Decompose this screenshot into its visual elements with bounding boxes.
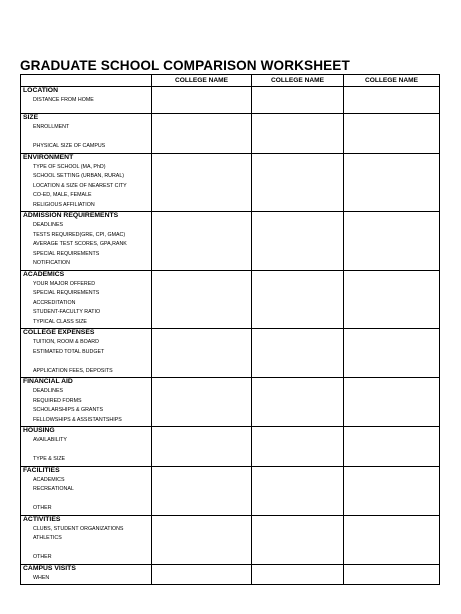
section-item: AVAILABILITY (33, 437, 67, 443)
section-label-cell (21, 212, 152, 271)
section-item (21, 446, 151, 456)
section-item: ENROLLMENT (33, 124, 70, 130)
college-3-entry-cell[interactable] (344, 466, 440, 515)
section-label-cell (21, 270, 152, 329)
section-heading: CAMPUS VISITS (23, 564, 76, 572)
college-1-entry-cell[interactable] (152, 427, 252, 467)
header-blank-cell (21, 75, 152, 87)
section-item: SPECIAL REQUIREMENTS (33, 290, 100, 296)
section-item (21, 357, 151, 367)
section-item: STUDENT-FACULTY RATIO (33, 309, 101, 315)
section-label-cell (21, 564, 152, 585)
section-item: ACCREDITATION (33, 299, 76, 306)
section-row (21, 564, 440, 585)
section-item: ESTIMATED TOTAL BUDGET (33, 348, 105, 355)
college-3-entry-cell[interactable] (344, 153, 440, 212)
section-label-cell (21, 329, 152, 378)
college-1-entry-cell[interactable] (152, 329, 252, 378)
section-item: DEADLINES (33, 388, 64, 394)
section-item: CO-ED, MALE, FEMALE (33, 192, 92, 198)
section-item: LOCATION & SIZE OF NEAREST CITY (33, 182, 127, 189)
section-item: TYPICAL CLASS SIZE (33, 318, 87, 325)
section-label-cell (21, 87, 152, 114)
section-row (21, 427, 440, 467)
college-3-entry-cell[interactable] (344, 212, 440, 271)
college-2-entry-cell[interactable] (252, 466, 344, 515)
section-label-cell (21, 378, 152, 427)
section-item: SPECIAL REQUIREMENTS (33, 250, 100, 257)
section-row (21, 329, 440, 378)
section-item: NOTIFICATION (33, 260, 70, 266)
section-item: AVERAGE TEST SCORES, GPA,RANK (33, 241, 127, 247)
college-2-entry-cell[interactable] (252, 564, 344, 585)
section-row (21, 87, 440, 114)
section-item: SCHOOL SETTING (URBAN, RURAL) (33, 173, 125, 179)
section-item: YOUR MAJOR OFFERED (33, 280, 96, 287)
college-1-entry-cell[interactable] (152, 270, 252, 329)
section-item: ATHLETICS (33, 535, 62, 541)
worksheet-body (21, 87, 440, 585)
section-item: RELIGIOUS AFFILIATION (33, 201, 95, 208)
college-3-entry-cell[interactable] (344, 427, 440, 467)
college-3-entry-cell[interactable] (344, 564, 440, 585)
section-heading: ACTIVITIES (23, 515, 61, 523)
college-2-entry-cell[interactable] (252, 427, 344, 467)
college-1-entry-cell[interactable] (152, 564, 252, 585)
section-item: OTHER (33, 554, 52, 560)
section-label-cell (21, 427, 152, 467)
college-3-entry-cell[interactable] (344, 114, 440, 154)
college-1-entry-cell[interactable] (152, 114, 252, 154)
college-name-header-3: COLLEGE NAME (344, 75, 440, 87)
college-1-entry-cell[interactable] (152, 515, 252, 564)
section-item: TESTS REQUIRED(GRE, CPI, GMAC) (33, 231, 126, 238)
college-3-entry-cell[interactable] (344, 378, 440, 427)
section-row (21, 153, 440, 212)
college-1-entry-cell[interactable] (152, 153, 252, 212)
section-row (21, 515, 440, 564)
page-title: GRADUATE SCHOOL COMPARISON WORKSHEET (20, 58, 350, 73)
college-2-entry-cell[interactable] (252, 212, 344, 271)
college-2-entry-cell[interactable] (252, 329, 344, 378)
section-row (21, 270, 440, 329)
section-item: PHYSICAL SIZE OF CAMPUS (33, 143, 106, 149)
college-2-entry-cell[interactable] (252, 515, 344, 564)
section-item: CLUBS, STUDENT ORGANIZATIONS (33, 525, 124, 532)
section-heading: SIZE (23, 114, 39, 121)
section-heading: LOCATION (23, 87, 58, 94)
header-row (21, 75, 440, 87)
college-1-entry-cell[interactable] (152, 212, 252, 271)
section-label-cell (21, 153, 152, 212)
section-heading: ADMISSION REQUIREMENTS (23, 212, 119, 219)
section-row (21, 212, 440, 271)
section-item: DISTANCE FROM HOME (33, 97, 94, 103)
college-2-entry-cell[interactable] (252, 87, 344, 114)
section-heading: ACADEMICS (23, 270, 65, 278)
section-item: RECREATIONAL (33, 486, 74, 492)
college-2-entry-cell[interactable] (252, 270, 344, 329)
college-3-entry-cell[interactable] (344, 329, 440, 378)
section-label-cell (21, 515, 152, 564)
section-item: REQUIRED FORMS (33, 397, 82, 404)
section-label-cell (21, 466, 152, 515)
college-1-entry-cell[interactable] (152, 87, 252, 114)
college-name-header-1: COLLEGE NAME (152, 75, 252, 87)
college-name-header-2: COLLEGE NAME (252, 75, 344, 87)
college-3-entry-cell[interactable] (344, 270, 440, 329)
college-1-entry-cell[interactable] (152, 466, 252, 515)
section-item: APPLICATION FEES, DEPOSITS (33, 367, 113, 374)
section-heading: HOUSING (23, 427, 55, 434)
section-item: TYPE OF SCHOOL (MA, PhD) (33, 163, 106, 170)
section-item: OTHER (33, 505, 52, 511)
college-2-entry-cell[interactable] (252, 114, 344, 154)
section-item: TYPE & SIZE (33, 456, 66, 462)
college-3-entry-cell[interactable] (344, 515, 440, 564)
section-row (21, 114, 440, 154)
section-label-cell (21, 114, 152, 154)
section-item: FELLOWSHIPS & ASSISTANTSHIPS (33, 416, 122, 423)
section-item (21, 495, 151, 505)
section-item: DEADLINES (33, 222, 64, 228)
section-row (21, 378, 440, 427)
section-heading: ENVIRONMENT (23, 153, 74, 161)
section-heading: FINANCIAL AID (23, 378, 73, 385)
comparison-table (20, 74, 440, 585)
section-row (21, 466, 440, 515)
section-item (21, 544, 151, 554)
section-item: SCHOLARSHIPS & GRANTS (33, 407, 104, 413)
section-item (21, 133, 151, 143)
section-item: ACADEMICS (33, 476, 65, 483)
college-2-entry-cell[interactable] (252, 153, 344, 212)
section-item: WHEN (33, 574, 50, 581)
college-1-entry-cell[interactable] (152, 378, 252, 427)
section-item: TUITION, ROOM & BOARD (33, 339, 99, 345)
section-heading: FACILITIES (23, 466, 60, 474)
section-heading: COLLEGE EXPENSES (23, 329, 95, 336)
college-3-entry-cell[interactable] (344, 87, 440, 114)
college-2-entry-cell[interactable] (252, 378, 344, 427)
